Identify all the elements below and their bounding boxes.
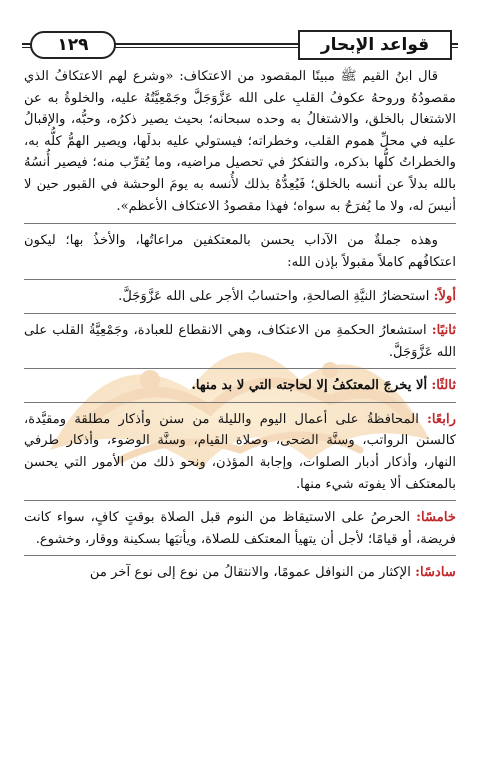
item-label: ثانيًا:	[431, 322, 456, 338]
list-item	[24, 286, 456, 308]
page-body	[24, 66, 456, 589]
item-text: المحافظةُ على أعمال اليوم والليلة من سنن وأذكار مطلقة ومقيَّدة، كالسنن الرواتب، وسنَّة الضحى، وصلاة القيام، وسنَّة الوضوء، وأذكار طرفي النهار، وأذكار أدبار الصلوات، وإجابة المؤذن، ونحو ذلك من الأمور التي يحسن بالمعتكف ألا يفوته شيء منها.	[24, 411, 456, 492]
divider	[24, 555, 456, 556]
item-label: أولاً:	[433, 289, 456, 305]
list-item	[24, 320, 456, 363]
item-text: استحضارُ النيَّةِ الصالحةِ، واحتسابُ الأجر على الله عَزَّوَجَلَّ.	[118, 289, 430, 305]
list-item	[24, 409, 456, 495]
item-label: رابعًا:	[427, 411, 456, 427]
list-item	[24, 375, 456, 397]
item-text: ألا يخرجَ المعتكفُ إلا لحاجته التي لا بد منها.	[191, 378, 428, 394]
divider	[24, 500, 456, 501]
etiquette-intro-paragraph: وهذه جملةٌ من الآداب يحسن بالمعتكفين مراعاتُها، والأخذُ بها؛ ليكون اعتكافُهم كاملاً مقبولاً بإذن الله:	[24, 233, 456, 270]
item-label: ثالثًا:	[431, 378, 456, 394]
item-label: خامسًا:	[416, 510, 456, 526]
divider	[24, 402, 456, 403]
divider	[24, 279, 456, 280]
divider	[24, 313, 456, 314]
divider	[24, 223, 456, 224]
list-item	[24, 562, 456, 584]
item-label: سادسًا:	[415, 565, 456, 581]
list-item	[24, 507, 456, 550]
intro-paragraph: قال ابنُ القيم ﷺ مبينًا المقصود من الاعتكاف: «وشرع لهم الاعتكافُ الذي مقصودُهُ وروحهُ عكوفُ القلبِ على الله عَزَّوَجَلَّ وجَمْعِيَّتُهُ عليه، والخلوةُ به عن الاشتغال بالخلق، والاشتغالُ به وحده سبحانه؛ بحيث يصير ذكرُه، وحبُّه، والإقبالُ عليه في محلِّ هموم القلب، وخطراته؛ فيستولي عليه بدلَها، ويصير الهمُّ كلُّه به، والخطراتُ كلُّها بذكره، والتفكرُ في تحصيل مراضيه، وما يُقرِّب منه؛ فيصير أُنسُهُ بالله بدلاً عن أنسه بالخلق؛ فَيُعِدُّهُ بذلك لأُنسه به يومَ الوحشة في القبور حين لا أنيسَ له، ولا ما يُفرَحُ به سواه؛ فهذا مقصودُ الاعتكاف الأعظم».	[24, 69, 456, 214]
page-header	[22, 30, 458, 60]
item-text: الإكثار من النوافل عمومًا، والانتقالُ من نوع إلى نوع آخر من	[89, 565, 411, 581]
running-title: قواعد الإبحار	[298, 30, 452, 60]
divider	[24, 368, 456, 369]
page-number: ١٢٩	[30, 31, 116, 59]
item-text: استشعارُ الحكمةِ من الاعتكاف، وهي الانقطاع للعبادة، وجَمْعِيَّةُ القلب على الله عَزَّوَجَلَّ.	[24, 322, 456, 360]
item-text: الحرصُ على الاستيقاظ من النوم قبل الصلاة بوقتٍ كافٍ، سواء كانت فريضة، أو قيامًا؛ لأجل أن يتهيأ المعتكف للصلاة، ويأتيَها بسكينة ووقار، وخشوع.	[24, 510, 456, 547]
